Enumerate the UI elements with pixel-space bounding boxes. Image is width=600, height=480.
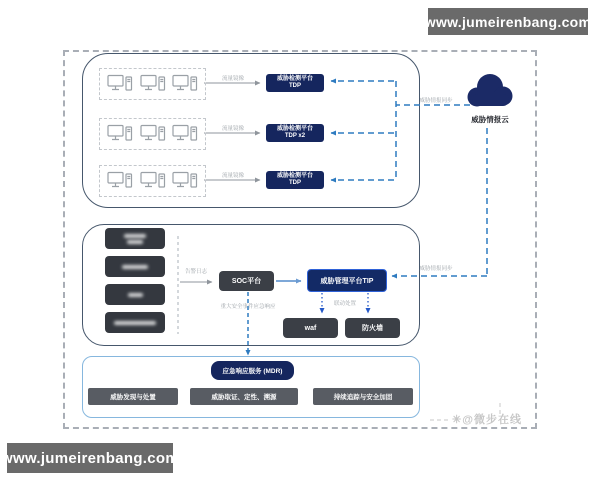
- major-incident-label: 重大安全事件应急响应: [220, 304, 276, 310]
- tdp-node-1-line1: 威胁检测平台: [276, 75, 313, 82]
- computer-icon: [172, 171, 198, 191]
- alert-log-label: 告警日志: [184, 269, 207, 275]
- waf-node: [283, 318, 338, 338]
- tdp-node-3-line1: 威胁检测平台: [276, 172, 313, 179]
- firewall-node: [345, 318, 400, 338]
- redacted-text: [124, 234, 146, 238]
- mdr-service-node: [211, 361, 294, 380]
- computer-icon: [107, 171, 133, 191]
- computer-icon: [140, 74, 166, 94]
- redacted-source-box-2: [105, 256, 165, 277]
- credit-watermark: [452, 411, 522, 427]
- watermark-bottom-left: www.jumeirenbang.com: [7, 443, 173, 473]
- tdp-node-1-line2: TDP: [289, 83, 301, 89]
- mdr-item-hardening: [313, 388, 413, 405]
- computer-icon: [107, 74, 133, 94]
- tdp-node-3-line2: TDP: [289, 180, 301, 186]
- computer-icon: [140, 171, 166, 191]
- mdr-item-discovery: [88, 388, 178, 405]
- redacted-text: [128, 293, 143, 297]
- flow-label-3: 流量镜像: [221, 173, 244, 179]
- mdr-item-forensics: [190, 388, 298, 405]
- computer-icon: [140, 124, 166, 144]
- mdr-item-hardening-label: 持续追踪与安全加固: [333, 394, 393, 401]
- tip-platform-node: [307, 269, 387, 292]
- soc-platform-node: [219, 271, 274, 291]
- watermark-top-right: www.jumeirenbang.com: [428, 8, 588, 35]
- credit-watermark-text: @微步在线: [462, 414, 522, 426]
- tdp-node-2: [266, 124, 324, 142]
- computer-icon: [107, 124, 133, 144]
- soc-platform-label: SOC平台: [231, 278, 262, 285]
- linkage-label: 联动处置: [333, 301, 356, 307]
- flow-label-1: 流量镜像: [221, 76, 244, 82]
- redacted-text: [114, 321, 156, 325]
- threatbook-logo-icon: ✳: [452, 414, 463, 426]
- tdp-node-2-line1: 威胁检测平台: [276, 125, 313, 132]
- intel-sync-label-mid: 威胁情报同步: [419, 266, 453, 272]
- redacted-text: [127, 240, 143, 244]
- mdr-item-forensics-label: 威胁取证、定性、溯源: [211, 394, 277, 401]
- mdr-service-label: 应急响应服务 (MDR): [222, 368, 283, 375]
- intel-sync-label-top: 威胁情报同步: [419, 98, 453, 104]
- endpoint-group-3: [99, 165, 206, 197]
- flow-label-2: 流量镜像: [221, 126, 244, 132]
- threat-intel-cloud-label: 威胁情报云: [471, 115, 509, 124]
- tdp-node-1: [266, 74, 324, 92]
- waf-label: waf: [304, 324, 317, 332]
- threat-intel-cloud-icon: [463, 70, 517, 112]
- redacted-source-box-1: [105, 228, 165, 249]
- tdp-node-2-line2: TDP x2: [284, 133, 306, 139]
- redacted-text: [122, 265, 148, 269]
- computer-icon: [172, 74, 198, 94]
- redacted-source-box-4: [105, 312, 165, 333]
- endpoint-group-2: [99, 118, 206, 150]
- firewall-label: 防火墙: [362, 325, 383, 332]
- redacted-source-box-3: [105, 284, 165, 305]
- mdr-item-discovery-label: 威胁发现与处置: [110, 394, 156, 401]
- tdp-node-3: [266, 171, 324, 189]
- tip-platform-label: 威胁管理平台TIP: [320, 277, 374, 285]
- computer-icon: [172, 124, 198, 144]
- endpoint-group-1: [99, 68, 206, 100]
